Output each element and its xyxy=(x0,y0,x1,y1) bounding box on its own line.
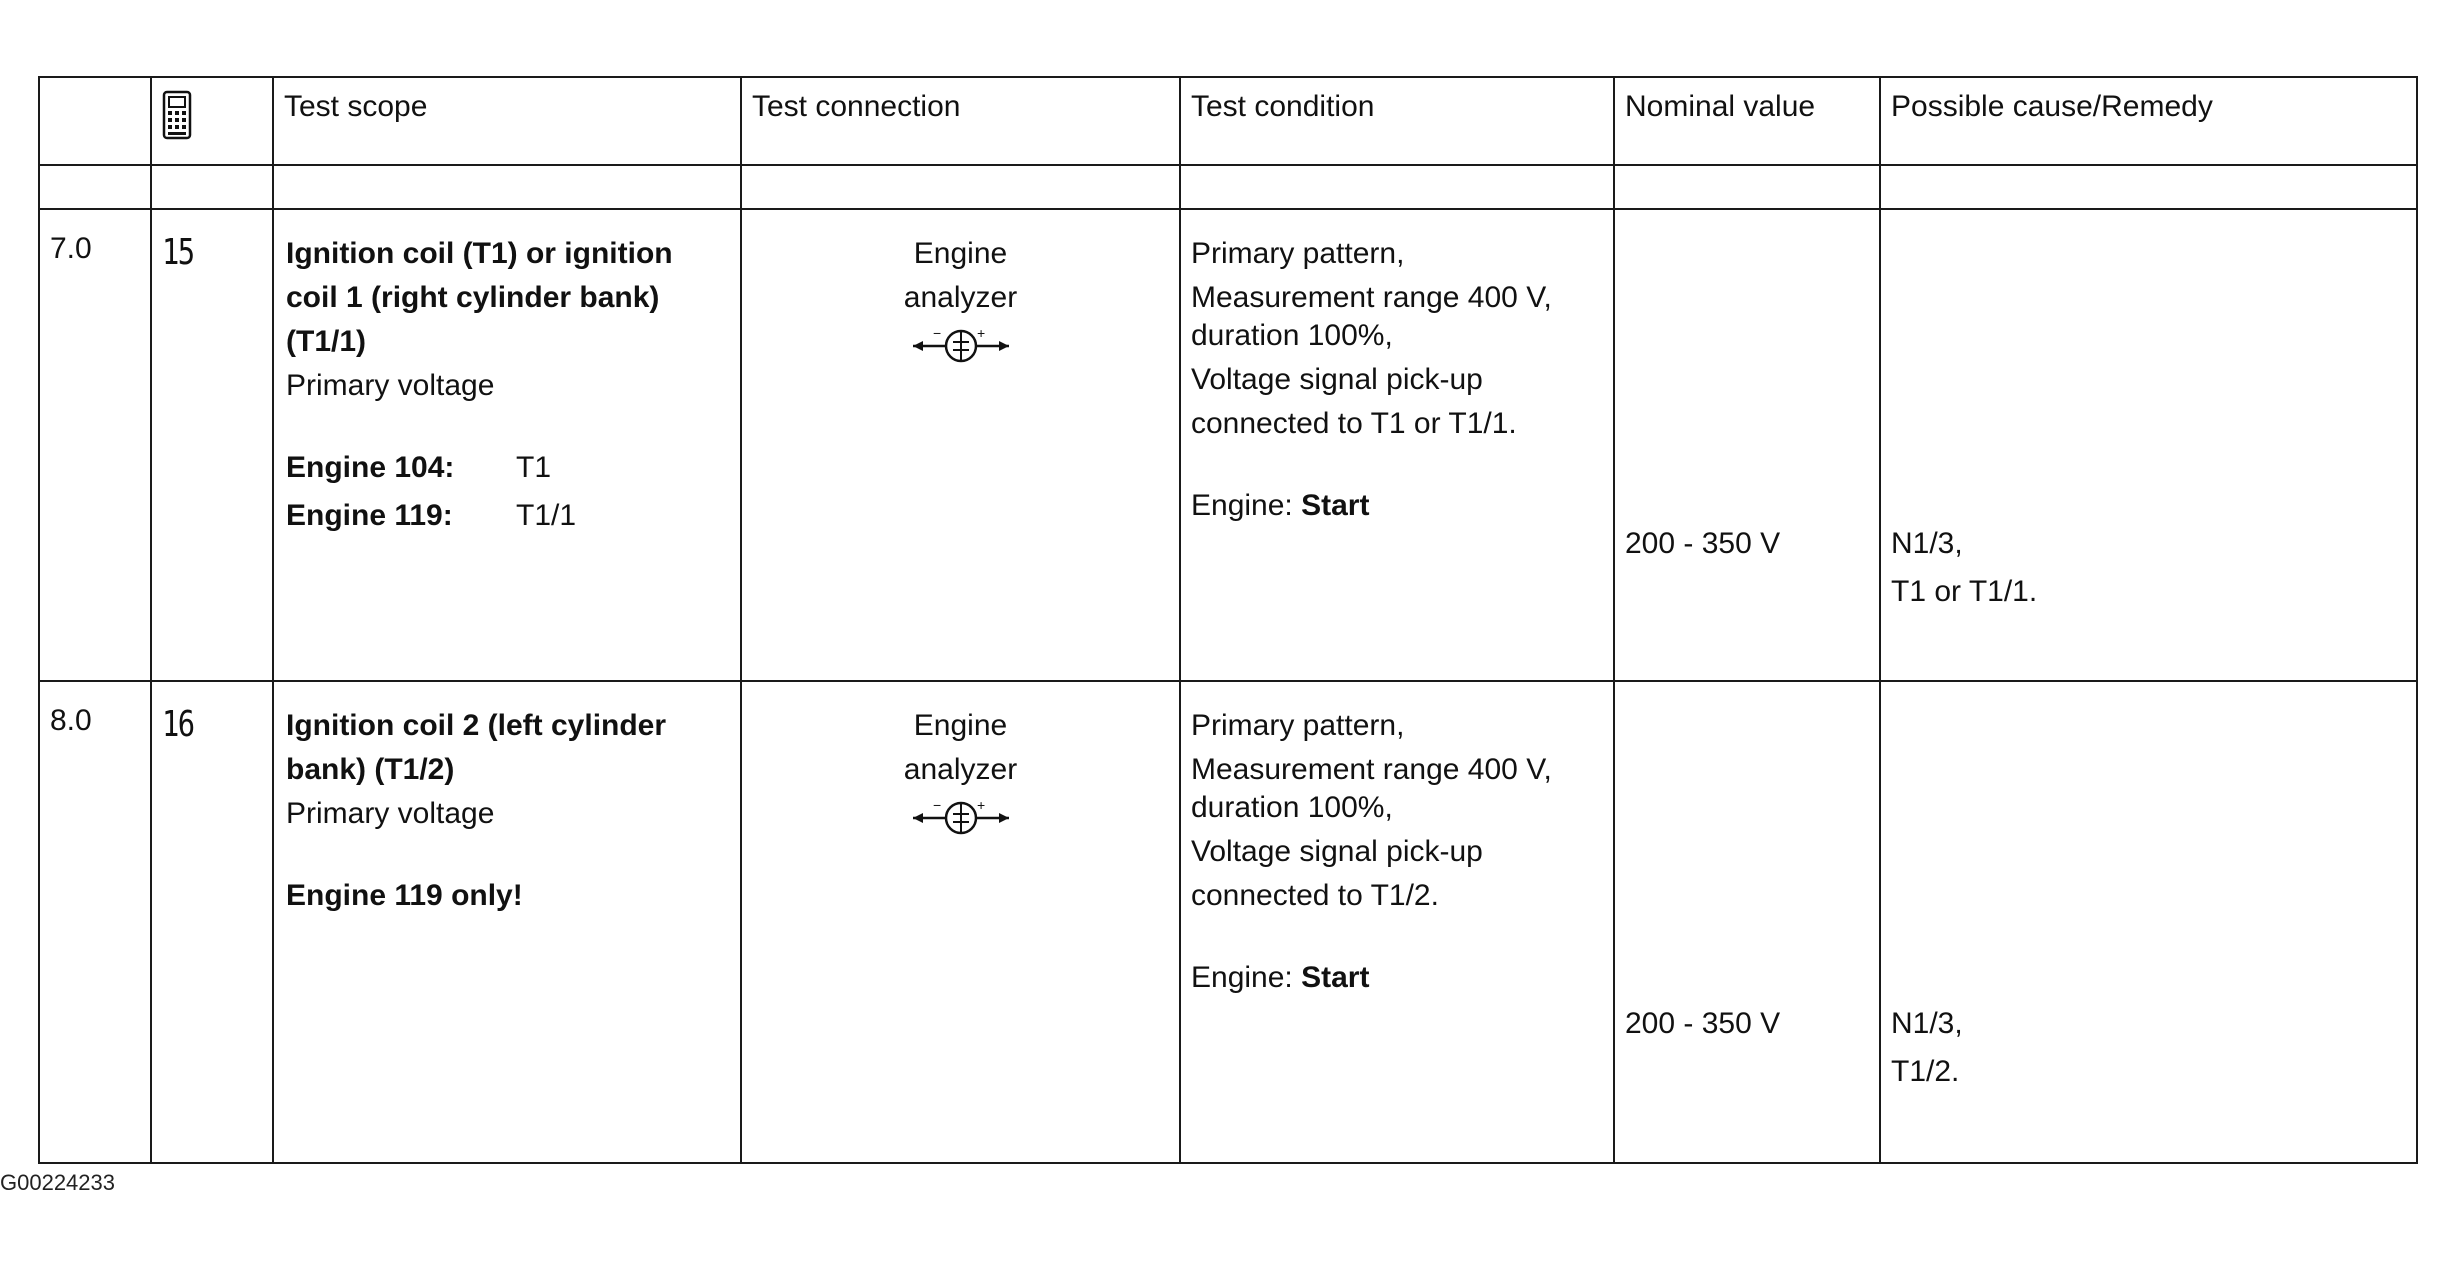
engine-label: Engine 119: xyxy=(286,499,453,532)
condition-line: Measurement range 400 V, xyxy=(1191,281,1552,314)
engine-value: T1/1 xyxy=(516,499,577,532)
connection-line2: analyzer xyxy=(903,753,1018,786)
test-connection-cell xyxy=(741,209,1180,681)
scope-note: Engine 119 only! xyxy=(286,879,523,912)
engine-value: T1 xyxy=(516,451,552,484)
remedy-cell xyxy=(1880,681,2417,1163)
test-condition-cell xyxy=(1180,681,1614,1163)
scope-title: Ignition coil 2 (left cylinder bank) (T1/2) xyxy=(286,709,667,786)
row-number: 7.0 xyxy=(39,209,151,681)
header-nominal-value: Nominal value xyxy=(1614,77,1880,165)
row-number: 8.0 xyxy=(39,681,151,1163)
engine-line xyxy=(286,446,726,490)
condition-line: connected to T1 or T1/1. xyxy=(1191,407,1517,440)
condition-line: connected to T1/2. xyxy=(1191,879,1439,912)
test-table xyxy=(38,76,2418,1164)
condition-line: duration 100%, xyxy=(1191,791,1393,824)
condition-line: Voltage signal pick-up xyxy=(1191,835,1483,868)
condition-engine-label: Engine: xyxy=(1191,961,1302,994)
header-test-scope: Test scope xyxy=(273,77,741,165)
header-number xyxy=(39,77,151,165)
connection-line1: Engine xyxy=(913,237,1008,270)
nominal-value: 200 - 350 V xyxy=(1625,527,1781,560)
remedy-line2: T1/2. xyxy=(1891,1055,1960,1088)
condition-engine-value: Start xyxy=(1301,489,1370,522)
condition-engine-value: Start xyxy=(1301,961,1370,994)
tester-code-value: 16 xyxy=(162,704,194,745)
engine-analyzer-icon xyxy=(911,796,1011,849)
test-connection-cell xyxy=(741,681,1180,1163)
condition-engine xyxy=(1191,956,1603,1000)
condition-line: Primary pattern, xyxy=(1191,237,1405,270)
scope-subtitle: Primary voltage xyxy=(286,797,495,830)
test-condition-cell xyxy=(1180,209,1614,681)
scope-subtitle: Primary voltage xyxy=(286,369,495,402)
nominal-value-cell xyxy=(1614,681,1880,1163)
nominal-value-cell xyxy=(1614,209,1880,681)
condition-engine-label: Engine: xyxy=(1191,489,1302,522)
engine-analyzer-icon xyxy=(911,324,1011,377)
engine-line xyxy=(286,494,726,538)
remedy-line2: T1 or T1/1. xyxy=(1891,575,2038,608)
condition-line: Primary pattern, xyxy=(1191,709,1405,742)
remedy-line1: N1/3, xyxy=(1891,1007,1963,1040)
test-scope-cell xyxy=(273,681,741,1163)
header-row xyxy=(39,77,2417,165)
tester-code xyxy=(151,681,273,1163)
remedy-cell xyxy=(1880,209,2417,681)
nominal-value: 200 - 350 V xyxy=(1625,1007,1781,1040)
svg-text:+: + xyxy=(976,325,985,341)
condition-line: duration 100%, xyxy=(1191,319,1393,352)
condition-line: Voltage signal pick-up xyxy=(1191,363,1483,396)
engine-label: Engine 104: xyxy=(286,451,455,484)
header-test-condition: Test condition xyxy=(1180,77,1614,165)
connection-line1: Engine xyxy=(913,709,1008,742)
spacer-row xyxy=(39,165,2417,209)
svg-text:−: − xyxy=(932,325,941,341)
condition-line: Measurement range 400 V, xyxy=(1191,753,1552,786)
test-scope-cell xyxy=(273,209,741,681)
condition-engine xyxy=(1191,484,1603,528)
table-row xyxy=(39,209,2417,681)
header-test-connection: Test connection xyxy=(741,77,1180,165)
remedy-line1: N1/3, xyxy=(1891,527,1963,560)
header-possible-cause: Possible cause/Remedy xyxy=(1880,77,2417,165)
connection-line2: analyzer xyxy=(903,281,1018,314)
scope-title: Ignition coil (T1) or ignition coil 1 (right cylinder bank) (T1/1) xyxy=(286,237,673,358)
table-row xyxy=(39,681,2417,1163)
header-tester xyxy=(151,77,273,165)
svg-text:+: + xyxy=(976,797,985,813)
tester-icon xyxy=(162,114,192,147)
figure-id: G00224233 xyxy=(0,1170,115,1195)
svg-text:−: − xyxy=(932,797,941,813)
tester-code-value: 15 xyxy=(162,232,194,273)
tester-code xyxy=(151,209,273,681)
